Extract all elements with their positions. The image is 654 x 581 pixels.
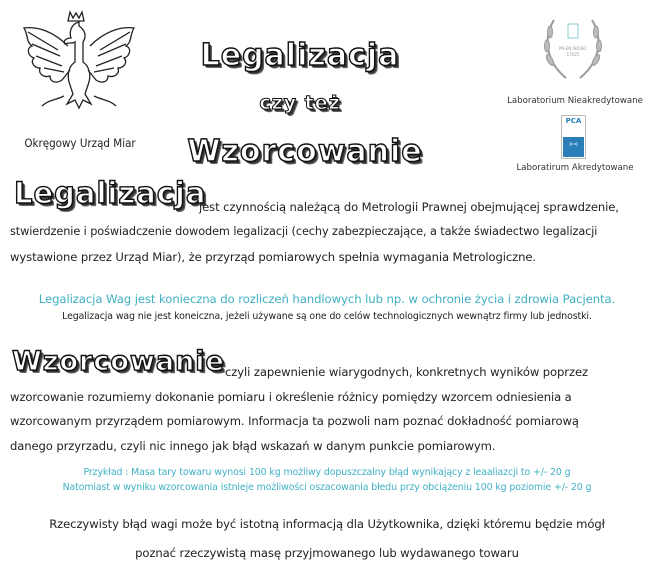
wzorcowanie-line-3: wzorcowanym przyrządem pomiarowym. Informacja ta pozwoli nam poznać dokładność pomiarową: [10, 414, 579, 428]
non-accredited-label: Laboratorium Nieakredytowane: [507, 96, 643, 106]
legalizacja-line-3: wystawione przez Urząd Miar), że przyrząd pomiarowych spełnia wymagania Metrologiczne.: [10, 250, 536, 264]
title-legalizacja: Legalizacja: [200, 38, 400, 73]
polish-eagle-emblem: [18, 6, 140, 128]
closing-line-1: Rzeczywisty błąd wagi może być istotną informacją dla Użytkownika, dzięki któremu będzie mógł: [49, 517, 605, 531]
iso-logo-text: PN-EN ISO/IEC: [558, 46, 588, 51]
wzorcowanie-line-4: danego przyrzadu, czyli nic innego jak błąd wskazań w danym punkcie pomiarowym.: [10, 439, 496, 453]
wzorcowanie-line-1: czyli zapewnienie wiarygodnych, konkretnych wyników poprzez: [225, 365, 588, 379]
title-wzorcowanie: Wzorcowanie: [187, 134, 423, 169]
pca-logo-text: PCA: [565, 117, 582, 125]
laurel-logo: [540, 14, 606, 84]
accredited-label: Laboratirum Akredytowane: [516, 163, 634, 173]
pca-logo: PCA ><: [561, 115, 586, 159]
office-caption: Okręgowy Urząd Miar: [24, 136, 136, 150]
closing-line-2: poznać rzeczywistą masę przyjmowanego lub wydawanego towaru: [135, 546, 519, 560]
legalizacja-line-2: stwierdzenie i poświadczenie dowodem legalizacji (cechy zabezpieczające, a także świadectwo legalizacji: [10, 225, 598, 238]
example-line-2: Natomiast w wyniku wzorcowania istnieje możliwości oszacowania błedu przy obciążeniu 100 kg poziomie +/- 20 g: [62, 482, 592, 493]
legalizacja-note: Legalizacja wag nie jest koneiczna, jeżeli używane są one do celów technologicznych wewnątrz firmy lub jednostki.: [62, 311, 592, 322]
example-line-1: Przykład : Masa tary towaru wynosi 100 kg możliwy dopuszczalny błąd wynikający z leaaliazcji to +/- 20 g: [83, 467, 571, 478]
legalizacja-highlight: Legalizacja Wag jest konieczna do rozliczeń handlowych lub np. w ochronie życia i zdrowia Pacjenta.: [38, 292, 616, 306]
legalizacja-heading: Legalizacja: [14, 176, 207, 210]
wzorcowanie-heading: Wzorcowanie: [12, 346, 225, 377]
svg-text:17025: 17025: [566, 52, 580, 57]
legalizacja-line-1: jest czynnością należącą do Metrologii Prawnej obejmującej sprawdzenie,: [199, 200, 619, 214]
title-czy-tez: czy też: [259, 92, 341, 114]
wzorcowanie-line-2: wzorcowanie rozumiemy dokonanie pomiaru i określenie różnicy pomiędzy wzorcem odniesienia a: [10, 390, 572, 404]
